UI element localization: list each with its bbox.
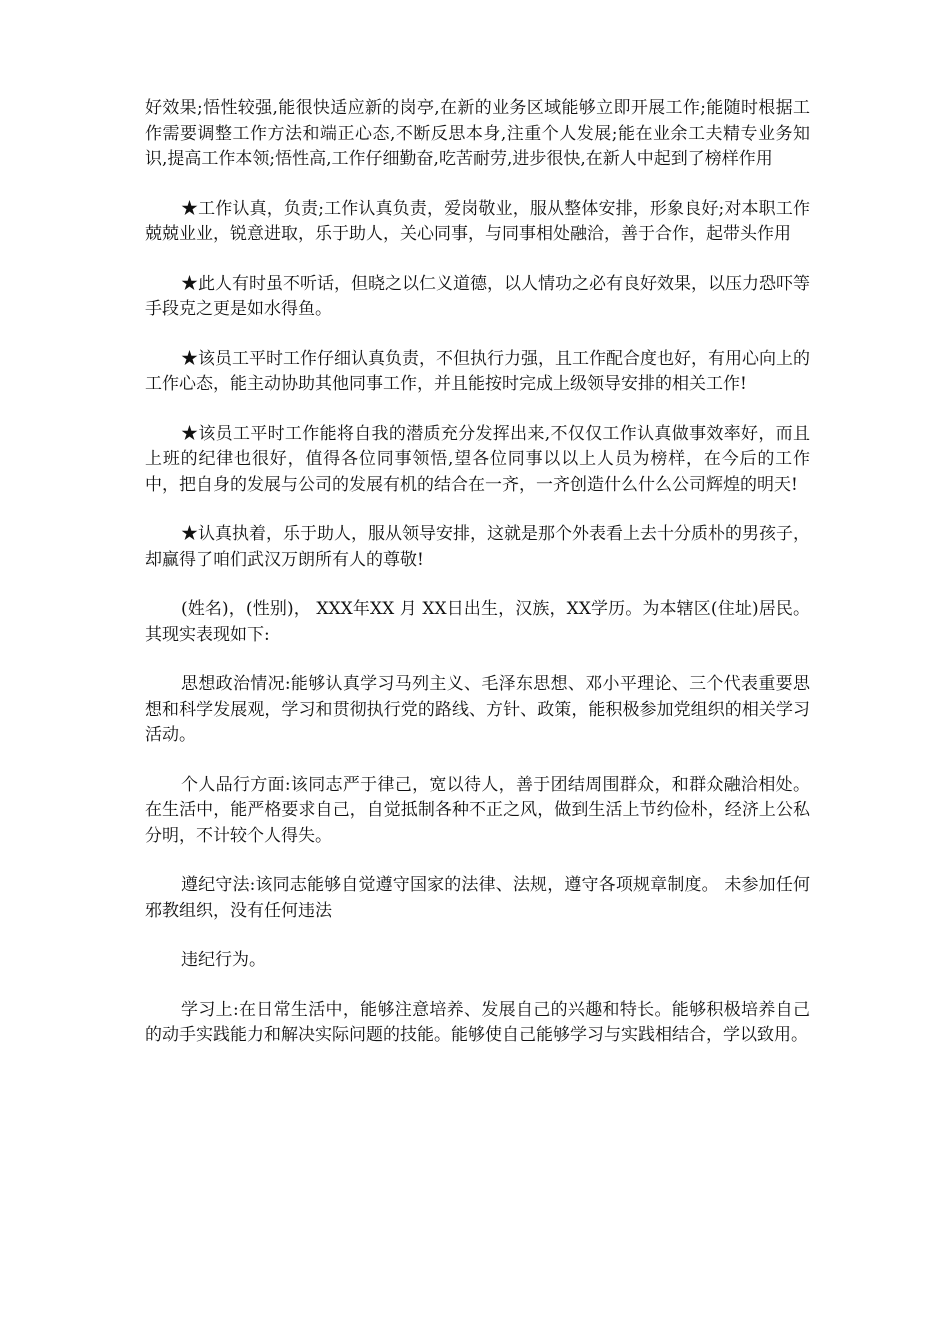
paragraph-3: ★此人有时虽不听话，但晓之以仁义道德，以人情功之必有良好效果，以压力恐吓等手段克之更是如水得鱼。 [145,273,810,319]
paragraph-7: (姓名)，(性别)， XXX年XX 月 XX日出生，汉族，XX学历。为本辖区(住址)居民。其现实表现如下: [145,599,810,645]
paragraph-4: ★该员工平时工作仔细认真负责，不但执行力强，且工作配合度也好，有用心向上的工作心态，能主动协助其他同事工作，并且能按时完成上级领导安排的相关工作! [145,348,810,394]
paragraph-12: 学习上:在日常生活中，能够注意培养、发展自己的兴趣和特长。能够积极培养自己的动手实践能力和解决实际问题的技能。能够使自己能够学习与实践相结合，学以致用。 [145,999,810,1045]
paragraph-5: ★该员工平时工作能将自我的潜质充分发挥出来,不仅仅工作认真做事效率好，而且上班的纪律也很好，值得各位同事领悟,望各位同事以以上人员为榜样，在今后的工作中，把自身的发展与公司的发展有机的结合在一齐，一齐创造什么什么公司辉煌的明天! [145,423,810,495]
paragraph-10: 遵纪守法:该同志能够自觉遵守国家的法律、法规，遵守各项规章制度。 未参加任何邪教组织，没有任何违法 [145,875,810,921]
paragraph-8: 思想政治情况:能够认真学习马列主义、毛泽东思想、邓小平理论、三个代表重要思想和科学发展观，学习和贯彻执行党的路线、方针、政策，能积极参加党组织的相关学习活动。 [145,674,810,745]
paragraph-2: ★工作认真，负责;工作认真负责，爱岗敬业，服从整体安排，形象良好;对本职工作兢兢业业，锐意进取，乐于助人，关心同事，与同事相处融洽，善于合作，起带头作用 [145,198,810,244]
paragraph-1: 好效果;悟性较强,能很快适应新的岗亭,在新的业务区域能够立即开展工作;能随时根据工作需要调整工作方法和端正心态,不断反思本身,注重个人发展;能在业余工夫精专业务知识,提高工作本领;悟性高,工作仔细勤奋,吃苦耐劳,进步很快,在新人中起到了榜样作用 [145,98,810,169]
document-page [145,96,810,1073]
paragraph-11: 违纪行为。 [181,950,266,970]
paragraph-9: 个人品行方面:该同志严于律己，宽以待人，善于团结周围群众，和群众融洽相处。在生活中，能严格要求自己，自觉抵制各种不正之风，做到生活上节约俭朴，经济上公私分明，不计较个人得失。 [145,774,810,846]
paragraph-6: ★认真执着，乐于助人，服从领导安排，这就是那个外表看上去十分质朴的男孩子，却赢得了咱们武汉万朗所有人的尊敬! [145,524,810,570]
